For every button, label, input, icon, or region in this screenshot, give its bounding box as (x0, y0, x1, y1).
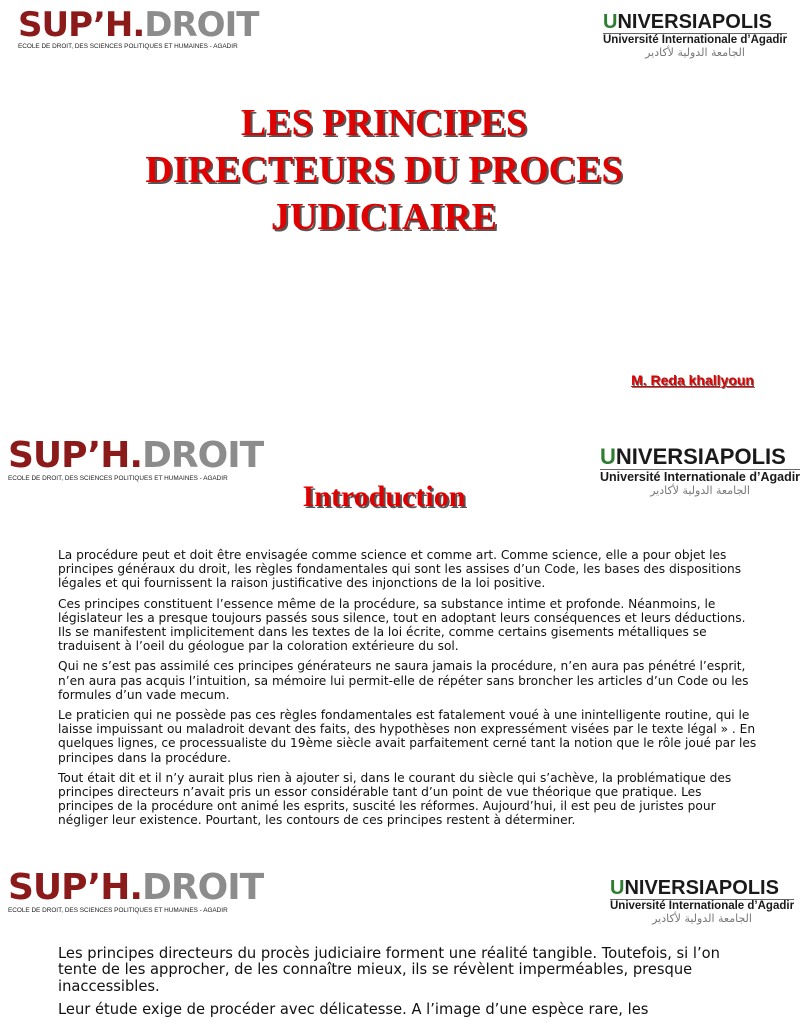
title-line-2: DIRECTEURS DU PROCES (145, 149, 623, 191)
suph-droit-tagline: ECOLE DE DROIT, DES SCIENCES POLITIQUES ET HUMAINES - AGADIR (18, 43, 238, 50)
title-line-3: JUDICIAIRE (271, 196, 497, 238)
paragraph: Les principes directeurs du procès judiciaire forment une réalité tangible. Toutefois, si l’on tente de les approcher, de les connaître mieux, ils se révèlent imperméables, presque inaccessibles. (58, 945, 720, 995)
slide-title (0, 0, 788, 410)
paragraph: Tout était dit et il n’y aurait plus rien à ajouter si, dans le courant du siècle qui s’achève, la problématique des principes directeurs n’avait pris un essor considérable tant d’un point de vue théorique que pratique. Les principes de la procédure ont animé les esprits, suscité les réformes. Aujourd’hui, il est peu de juristes pour négliger leur existence. Pourtant, les contours de ces principes restent à déterminer. (58, 770, 732, 828)
universiapolis-wordmark: UNIVERSIAPOLIS (610, 878, 794, 900)
universiapolis-logo (610, 878, 794, 925)
paragraph: Leur étude exige de procéder avec délicatesse. A l’image d’une espèce rare, les (58, 1001, 649, 1019)
slide-content (0, 864, 795, 1024)
presentation-title (0, 100, 768, 241)
universiapolis-arabic: الجامعة الدولية لأكادير (645, 46, 745, 59)
author-name: M. Reda khallyoun (631, 372, 754, 388)
universiapolis-subtitle: Université Internationale d’Agadir (610, 900, 795, 912)
slide-introduction (0, 434, 800, 834)
universiapolis-wordmark: UNIVERSIAPOLIS (603, 12, 787, 34)
universiapolis-logo (603, 12, 787, 59)
universiapolis-arabic: الجامعة الدولية لأكادير (652, 912, 752, 925)
paragraph: Ces principes constituent l’essence même de la procédure, sa substance intime et profonde. Néanmoins, le législateur les a presque toujours passés sous silence, tout en adoptant leurs conséquences et leurs déductions. Ils se manifestent implicitement dans les textes de la loi écrite, comme certains gisements métalliques se traduisent à l’oeil du géologue par la coloration extérieure du sol. (58, 596, 746, 654)
suph-droit-wordmark: SUP’H.DROIT (8, 435, 264, 476)
introduction-body (58, 548, 758, 834)
content-body (58, 946, 758, 1026)
suph-droit-wordmark: SUP’H.DROIT (8, 867, 264, 908)
suph-droit-logo (8, 435, 264, 482)
suph-droit-tagline: ECOLE DE DROIT, DES SCIENCES POLITIQUES ET HUMAINES - AGADIR (8, 475, 228, 482)
universiapolis-wordmark: UNIVERSIAPOLIS (600, 446, 800, 470)
paragraph: Qui ne s’est pas assimilé ces principes générateurs ne saura jamais la procédure, n’en aura pas pénétré l’esprit, n’en aura pas acquis l’intuition, sa mémoire lui permit-elle de répéter sans broncher les articles d’un Code ou les formules d’un vade mecum. (58, 659, 749, 702)
introduction-heading: Introduction (302, 480, 466, 513)
suph-droit-logo (18, 5, 259, 50)
universiapolis-subtitle: Université Internationale d’Agadir (603, 34, 788, 46)
universiapolis-subtitle: Université Internationale d’Agadir (600, 470, 800, 484)
paragraph: Le praticien qui ne possède pas ces règles fondamentales est fatalement voué à une inintelligente routine, qui le laisse impuissant ou maladroit devant des faits, des hypothèses non expressément visées par le texte légal » . En quelques lignes, ce processualiste du 19ème siècle avait parfaitement cerné tant la notion que le rôle joué par les principes dans la procédure. (58, 708, 757, 765)
suph-droit-wordmark: SUP’H.DROIT (18, 5, 259, 45)
title-line-1: LES PRINCIPES (240, 102, 528, 144)
universiapolis-arabic: الجامعة الدولية لأكادير (650, 484, 750, 497)
suph-droit-logo (8, 867, 264, 914)
suph-droit-tagline: ECOLE DE DROIT, DES SCIENCES POLITIQUES ET HUMAINES - AGADIR (8, 907, 228, 914)
paragraph: La procédure peut et doit être envisagée comme science et comme art. Comme science, elle a pour objet les principes généraux du droit, les règles fondamentales qui sont les assises d’un Code, les bases des dispositions légales et qui fournissent la raison justificative des injonctions de la loi positive. (58, 548, 742, 591)
